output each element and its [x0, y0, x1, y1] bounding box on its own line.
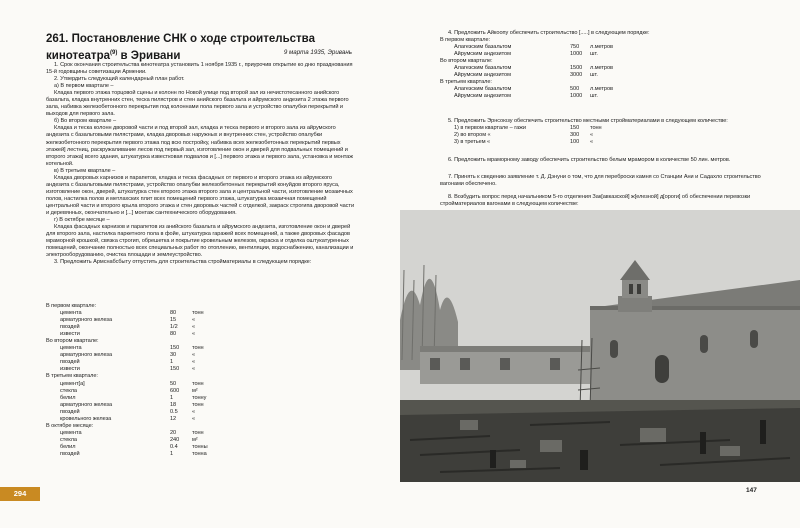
material-item-unit: тонн — [192, 429, 204, 436]
stone-item-name: Алагезским базальтом — [454, 65, 512, 72]
material-item-qty: 0.4 — [170, 443, 178, 450]
material-item-qty: 30 — [170, 352, 177, 359]
material-item-name: В октябре месяце: — [46, 422, 94, 429]
material-item-name: арматурного железа — [60, 352, 113, 359]
stone-item-qty: 1000 — [570, 51, 583, 58]
paragraph-7-block — [440, 174, 762, 188]
stone-item-qty: 3000 — [570, 72, 583, 79]
paragraph-oct: Кладка фасадных карнизов и парапетов из анийского базальта и айрумского андезита, изготовление окон и дверей для второго зала, настилка паркетного пола в фойе, штукатурка гаражей всех помещений, а также дворовых фасадов мраморной крошкой, связка строгип, обрешетка и покрытие кровельным железом, окраска и отделка оштукатуренных помещений, окончание полностью всех специальных работ по отоплению, вентиляции, водоснабжению, канализации и электрооборудованию, очистка площади и землеустройство. — [46, 224, 354, 259]
material-row — [46, 338, 246, 345]
material-item-qty: 240 — [170, 436, 180, 443]
paragraph-3: 3. Предложить Армснабсбыту отпустить для строительства стройматериалы в следующем порядке: — [54, 259, 312, 266]
stone-item-name: В третьем квартале: — [440, 79, 492, 86]
material-item-name: белил — [60, 443, 76, 450]
stone-row — [440, 72, 762, 79]
lime-table — [440, 125, 762, 146]
material-item-qty: 50 — [170, 380, 177, 387]
material-item-qty: 1 — [170, 394, 174, 401]
lime-item-qty: 100 — [570, 139, 580, 146]
stone-item-name: В первом квартале: — [440, 37, 491, 44]
material-row — [46, 345, 246, 352]
materials-table — [46, 303, 246, 458]
material-item-name: гвоздей — [60, 408, 80, 415]
material-row — [46, 409, 246, 416]
stone-item-name: Во втором квартале: — [440, 58, 493, 65]
material-item-name: В первом квартале: — [46, 303, 97, 309]
paragraph-8: 8. Возбудить вопрос перед начальником 5-го отделения Зак[авказской] ж[елезной] д[ороги] об обеспечении перевозки стройматериалов вагонами в следующем количестве: — [440, 194, 751, 208]
material-row — [46, 331, 246, 338]
material-item-unit: « — [192, 408, 196, 415]
material-item-name: извести — [60, 366, 80, 373]
material-item-name: Во втором квартале: — [46, 338, 99, 345]
stone-item-unit: шт. — [590, 72, 598, 79]
right-page — [400, 0, 800, 528]
material-item-unit: « — [192, 359, 196, 366]
paragraph-5: 5. Предложить Эрнсоюзу обеспечить строительство местными стройматериалами в следующем количестве: — [448, 118, 728, 124]
material-row — [46, 381, 246, 388]
stone-item-qty: 1000 — [570, 93, 583, 100]
lime-item-qty: 150 — [570, 125, 580, 132]
stone-item-unit: шт. — [590, 93, 598, 100]
material-item-name: цемент[а] — [60, 380, 85, 387]
stone-row — [440, 51, 762, 58]
material-item-qty: 80 — [170, 310, 177, 317]
lime-row — [440, 139, 762, 146]
material-item-unit: тонн — [192, 310, 204, 317]
material-row — [46, 416, 246, 423]
material-row — [46, 444, 246, 451]
paragraph-q2-head: б) Во втором квартале – — [54, 118, 117, 125]
stone-row — [440, 37, 762, 44]
stone-row — [440, 93, 762, 100]
material-item-name: арматурного железа — [60, 401, 113, 408]
material-row — [46, 423, 246, 430]
material-row — [46, 303, 246, 310]
material-row — [46, 324, 246, 331]
material-item-qty: 0.5 — [170, 408, 178, 415]
material-item-name: цемента — [60, 429, 82, 436]
paragraph-1: 1. Срок окончания строительства кинотеатра установить 1 ноября 1935 г., приурочив открытие ко дню празднования 15-й годовщины советизации Армении. — [46, 62, 353, 76]
material-item-unit: тонны — [192, 443, 208, 450]
material-row — [46, 366, 246, 373]
lime-item-name: 1) в первом квартале – гажи — [454, 125, 526, 132]
lime-row — [440, 125, 762, 132]
material-item-qty: 80 — [170, 331, 177, 338]
material-row — [46, 402, 246, 409]
material-row — [46, 437, 246, 444]
paragraph-6-block — [440, 157, 762, 164]
material-item-name: арматурного железа — [60, 317, 113, 324]
material-item-qty: 18 — [170, 401, 177, 408]
stone-item-unit: шт. — [590, 51, 598, 58]
paragraph-q2: Кладка и теска колонн дворовой части и под второй зал, кладка и теска первого и второго зала из айрумского андезита с базальтовыми пилястрами, кладка дворовых наружных и внутренних стен, устройство опалубки железобетонного перекрытия первого этажа под всю постройку, набивка всех железобетонных перекрытий первых этажей] лестниц, раскружаливание лесов под первый зал, изготовление окон и дверей для подвальных помещений и второго этажа] всего здания, штукатурка известковая подвалов и [...] первого этажа и первого зала, установка и монтаж котельной. — [46, 125, 353, 167]
stone-item-name: Алагезским базальтом — [454, 86, 512, 93]
page-number-left: 294 — [0, 487, 40, 501]
material-item-name: стекла — [60, 387, 77, 394]
material-item-name: В третьем квартале: — [46, 373, 98, 380]
material-item-qty: 15 — [170, 317, 177, 324]
stone-item-name: Алагезским базальтом — [454, 44, 512, 51]
paragraph-6: 6. Предложить мраморному заводу обеспечить строительство белым мрамором в количестве 50 лин. метров. — [448, 157, 731, 163]
title-place: в Эривани — [117, 49, 181, 62]
stone-item-name: Айрумским андезитом — [454, 51, 511, 58]
lime-item-qty: 300 — [570, 132, 580, 139]
stone-row — [440, 58, 762, 65]
material-row — [46, 451, 246, 458]
paragraph-q3-head: в) В третьем квартале – — [54, 167, 116, 174]
stone-item-qty: 1500 — [570, 65, 583, 72]
material-item-name: извести — [60, 331, 80, 338]
material-item-unit: « — [192, 331, 196, 338]
material-item-qty: 150 — [170, 366, 180, 373]
material-item-unit: « — [192, 366, 196, 373]
material-row — [46, 395, 246, 402]
material-item-qty: 1/2 — [170, 324, 178, 331]
material-item-name: белил — [60, 394, 76, 401]
stone-item-unit: л.метров — [590, 44, 613, 51]
material-item-unit: тонну — [192, 394, 207, 401]
paragraph-q1-head: а) В первом квартале – — [54, 83, 114, 90]
stone-item-qty: 500 — [570, 86, 580, 93]
photo-illustration — [400, 210, 800, 482]
material-row — [46, 373, 246, 380]
material-item-unit: тонн — [192, 401, 204, 408]
material-item-unit: тонна — [192, 450, 207, 457]
material-item-name: гвоздей — [60, 359, 80, 366]
material-item-qty: 20 — [170, 429, 177, 436]
material-item-unit: тонн — [192, 380, 204, 387]
material-item-name: гвоздей — [60, 324, 80, 331]
material-item-name: стекла — [60, 436, 77, 443]
material-item-unit: м² — [192, 387, 198, 394]
material-item-name: цемента — [60, 310, 82, 317]
material-item-qty: 600 — [170, 387, 180, 394]
paragraph-q1: Кладка первого этажа торцовой сцены и колонн по Новой улице под второй зал из нечистотесанного анийского базальта, кладка внутренних стен, теска пилястров и стен анийского базальта и айрумского андезита 2 этажа первого зала, набивка железобетонного перекрытия под колоннами пола первого зала и устройство опалубки перекрытий и выходов для первого зала. — [46, 90, 349, 118]
material-item-name: кровельного железа — [60, 415, 112, 422]
stone-table — [440, 37, 762, 100]
lime-item-unit: « — [590, 139, 594, 146]
material-row — [46, 430, 246, 437]
material-item-unit: м² — [192, 436, 198, 443]
stone-item-name: Айрумским андезитом — [454, 93, 511, 100]
stone-item-unit: л.метров — [590, 86, 613, 93]
material-row — [46, 310, 246, 317]
lime-item-name: 3) в третьем « — [454, 139, 491, 146]
document-title — [46, 32, 376, 63]
material-row — [46, 388, 246, 395]
material-item-qty: 12 — [170, 415, 177, 422]
material-item-unit: тонн — [192, 345, 204, 352]
document-date: 9 марта 1935, Эривань — [283, 49, 352, 56]
material-item-name: цемента — [60, 345, 82, 352]
paragraph-q3: Кладка дворовых карнизов и парапетов, кладка и теска фасадных от первого и второго этажа из айрумского андезита с базальтовыми пилястрами, устройство опалубки железобетонных перекрытий конуйдов второго яруса, изготовление окон, дверей, штукатурка стен второго этажа второго зала и центральной части, изготовление мозаичных полов, настилка полов и метлахских плит всех помещений первого этажа, штукатурка мозаичная помещений центральной части и второго крыла второго этажа и стен дворовых частей с отделкой, закраск строгипа дворовой части и деревянных, окончательно и [...] монтаж сантехнического оборудования. — [46, 174, 355, 216]
lime-item-name: 2) во втором « — [454, 132, 491, 139]
lime-item-unit: « — [590, 132, 594, 139]
decree-body — [46, 62, 354, 266]
material-item-unit: « — [192, 352, 196, 359]
material-item-unit: « — [192, 415, 196, 422]
page-number-right: 147 — [746, 487, 757, 494]
stone-item-name: Айрумским андезитом — [454, 72, 511, 79]
title-footnote-ref: (9) — [110, 50, 118, 56]
paragraph-7: 7. Принять к сведению заявление т. Д. Дэнуни о том, что для переброски камня со Станции Ани и Садахло строительство вагонами обеспечено. — [440, 174, 761, 188]
paragraph-4: 4. Предложить Айкоопу обеспечить строительство [.....] в следующем порядке: — [448, 30, 650, 36]
stone-supply-section — [440, 30, 762, 100]
construction-site-photo — [400, 210, 800, 482]
title-main: 261. Постановление СНК о ходе строительства кинотеатра — [46, 33, 315, 62]
stone-item-unit: л.метров — [590, 65, 613, 72]
paragraph-oct-head: г) В октябре месяце – — [54, 217, 110, 224]
stone-item-qty: 750 — [570, 44, 580, 51]
material-item-unit: « — [192, 324, 196, 331]
paragraph-2: 2. Утвердить следующий календарный план работ. — [54, 76, 185, 83]
material-item-unit: « — [192, 317, 196, 324]
stone-row — [440, 79, 762, 86]
material-item-name: гвоздей — [60, 450, 80, 457]
lime-item-unit: тонн — [590, 125, 602, 132]
lime-row — [440, 132, 762, 139]
material-item-qty: 1 — [170, 359, 174, 366]
local-materials-section — [440, 118, 762, 146]
material-item-qty: 150 — [170, 345, 180, 352]
material-item-qty: 1 — [170, 450, 174, 457]
paragraph-8-block — [440, 194, 762, 208]
material-row — [46, 359, 246, 366]
